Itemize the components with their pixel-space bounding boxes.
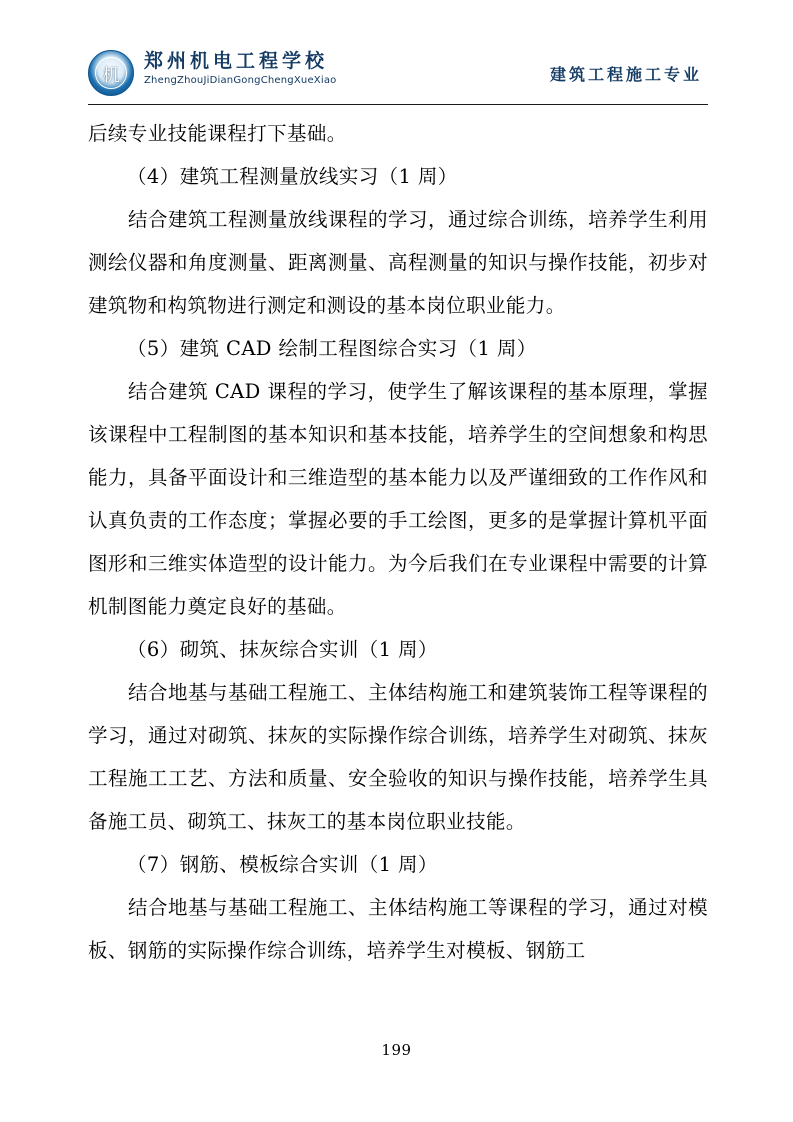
major-title: 建筑工程施工专业 <box>549 65 702 84</box>
school-name-cn: 郑州机电工程学校 <box>144 50 329 72</box>
paragraph: 结合建筑工程测量放线课程的学习，通过综合训练，培养学生利用测绘仪器和角度测量、距离测量、高程测量的知识与操作技能，初步对建筑物和构筑物进行测定和测设的基本岗位职业能力。 <box>88 208 708 317</box>
emblem-glyph: 机 <box>102 65 120 86</box>
header-divider <box>88 104 708 105</box>
page-number: 199 <box>381 1041 412 1059</box>
paragraph-heading: （6）砌筑、抹灰综合实训（1 周） <box>127 638 438 661</box>
paragraph-heading: （4）建筑工程测量放线实习（1 周） <box>127 165 458 188</box>
paragraph: 结合地基与基础工程施工、主体结构施工和建筑装饰工程等课程的学习，通过对砌筑、抹灰的实际操作综合训练，培养学生对砌筑、抹灰工程施工工艺、方法和质量、安全验收的知识与操作技能，培养学生具备施工员、砌筑工、抹灰工的基本岗位职业技能。 <box>88 681 708 833</box>
school-name-block <box>144 48 464 88</box>
paragraph: 结合建筑 CAD 课程的学习，使学生了解该课程的基本原理，掌握该课程中工程制图的基本知识和基本技能，培养学生的空间想象和构思能力，具备平面设计和三维造型的基本能力以及严谨细致的工作作风和认真负责的工作态度；掌握必要的手工绘图，更多的是掌握计算机平面图形和三维实体造型的设计能力。为今后我们在专业课程中需要的计算机制图能力奠定良好的基础。 <box>88 380 708 618</box>
school-name-en: ZhengZhouJiDianGongChengXueXiao <box>144 75 337 86</box>
page-footer <box>0 1040 793 1059</box>
school-emblem-icon <box>88 50 134 96</box>
paragraph: 结合地基与基础工程施工、主体结构施工等课程的学习，通过对模板、钢筋的实际操作综合训练，培养学生对模板、钢筋工 <box>88 896 708 962</box>
document-body <box>88 112 708 972</box>
paragraph: 后续专业技能课程打下基础。 <box>88 122 347 145</box>
paragraph-heading: （5）建筑 CAD 绘制工程图综合实习（1 周） <box>127 337 537 360</box>
paragraph-heading: （7）钢筋、模板综合实训（1 周） <box>127 853 438 876</box>
page-header <box>88 48 708 100</box>
